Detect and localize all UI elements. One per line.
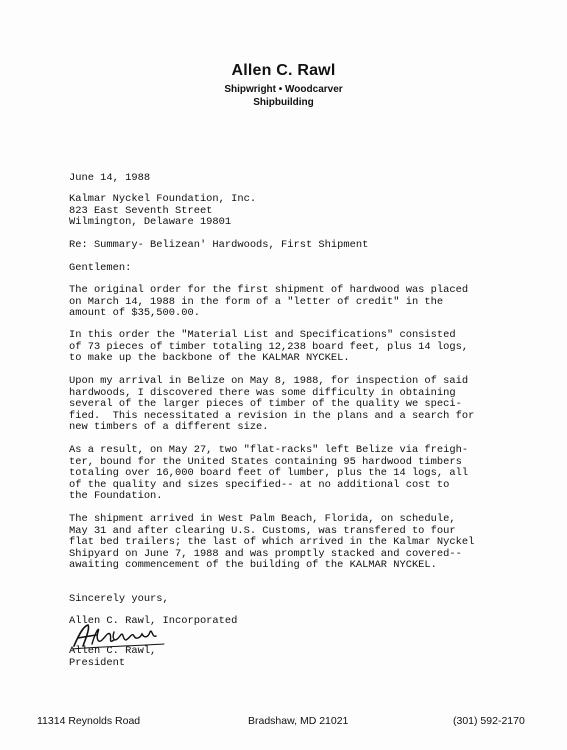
paragraph-1 [69, 285, 549, 320]
paragraph-5 [69, 514, 549, 572]
recipient-address [69, 194, 549, 229]
paragraph-line: hardwoods, I discovered there was some difficulty in obtaining [69, 386, 456, 399]
paragraph-line: awaiting commencement of the building of the KALMAR NYCKEL. [69, 559, 437, 572]
letterhead-name: Allen C. Rawl [231, 62, 336, 79]
signer-title: President [69, 657, 126, 669]
paragraph-line: As a result, on May 27, two "flat-racks" left Belize via freigh- [69, 444, 469, 456]
letter-date: June 14, 1988 [69, 172, 151, 184]
paragraph-line: Shipyard on June 7, 1988 and was promptly stacked and covered-- [69, 547, 462, 560]
paragraph-2 [69, 330, 549, 365]
paragraph-line: fied. This necessitated a revision in the plans and a search for [69, 409, 475, 422]
paragraph-line: totaling over 16,000 board feet of lumber, plus the 14 logs, all [69, 467, 469, 480]
paragraph-line: In this order the "Material List and Specifications" consisted [69, 329, 456, 341]
paragraph-line: to make up the backbone of the KALMAR NYCKEL. [69, 352, 350, 365]
paragraph-line: of 73 pieces of timber totaling 12,238 board feet, plus 14 logs, [69, 340, 469, 353]
letterhead-trade-2: Shipbuilding [253, 97, 314, 108]
paragraph-line: ter, bound for the United States containing 95 hardwood timbers [69, 455, 462, 468]
paragraph-line: Upon my arrival in Belize on May 8, 1988, for inspection of said [69, 375, 469, 387]
paragraph-line: new timbers of a different size. [69, 421, 269, 434]
footer-phone: (301) 592-2170 [453, 715, 525, 727]
recipient-line: 823 East Seventh Street [69, 204, 213, 217]
paragraph-line: several of the larger pieces of timber of the quality we speci- [69, 398, 462, 411]
paragraph-line: The shipment arrived in West Palm Beach, Florida, on schedule, [69, 513, 456, 525]
paragraph-3 [69, 376, 549, 434]
paragraph-line: on March 14, 1988 in the form of a "letter of credit" in the [69, 295, 444, 308]
paragraph-line: of the quality and sizes specified-- at no additional cost to [69, 478, 450, 491]
paragraph-line: May 31 and after clearing U.S. Customs, was transfered to four [69, 524, 456, 537]
footer-street: 11314 Reynolds Road [37, 715, 141, 727]
signature-company: Allen C. Rawl, Incorporated [69, 615, 238, 627]
paragraph-4 [69, 445, 549, 503]
closing: Sincerely yours, [69, 593, 169, 605]
paragraph-line: flat bed trailers; the last of which arrived in the Kalmar Nyckel [69, 536, 475, 549]
paragraph-line: the Foundation. [69, 490, 163, 503]
recipient-line: Wilmington, Delaware 19801 [69, 216, 232, 229]
subject-line: Re: Summary- Belizean' Hardwoods, First Shipment [69, 239, 369, 251]
signer-name: Allen C. Rawl, [69, 645, 157, 657]
recipient-line: Kalmar Nyckel Foundation, Inc. [69, 193, 257, 205]
letterhead-trades: Shipwright • Woodcarver [224, 84, 343, 95]
paragraph-line: The original order for the first shipment of hardwood was placed [69, 284, 469, 296]
salutation: Gentlemen: [69, 262, 132, 274]
footer-city: Bradshaw, MD 21021 [248, 715, 349, 727]
paragraph-line: amount of $35,500.00. [69, 307, 200, 320]
